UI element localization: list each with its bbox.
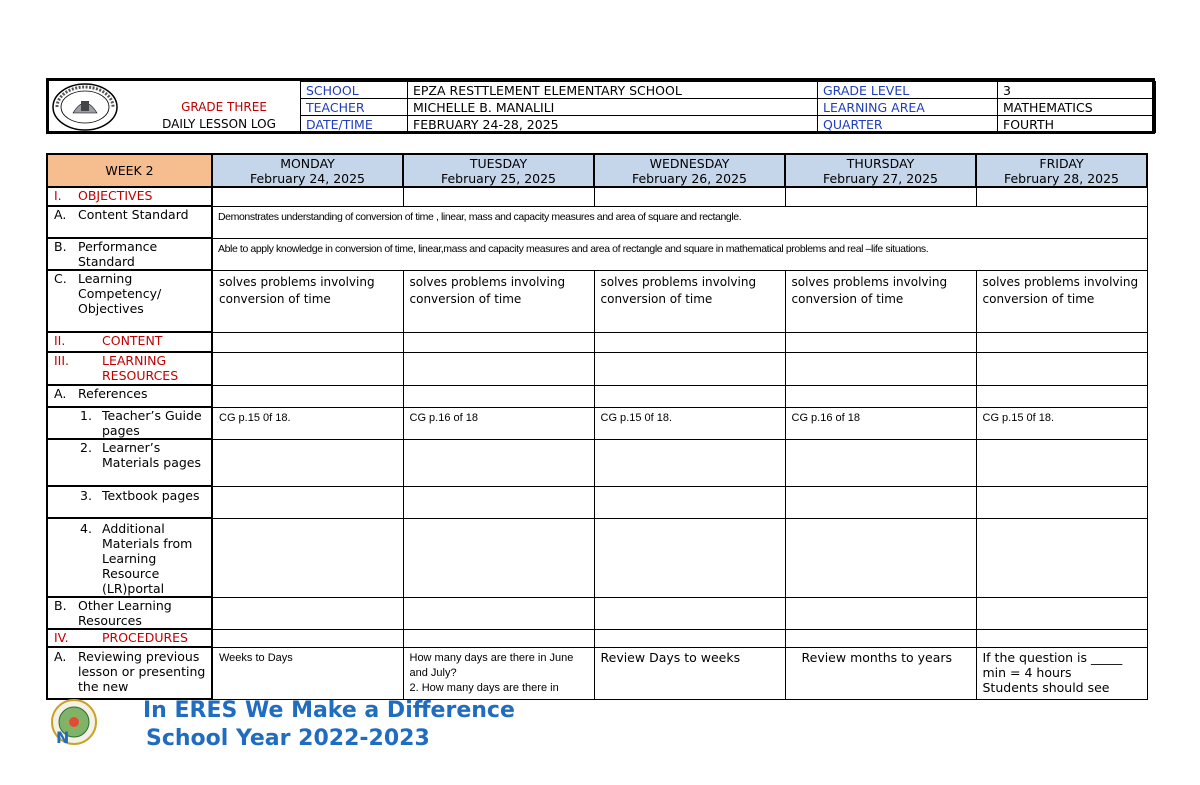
cell [212,597,403,629]
objectives-row [47,187,1147,206]
textbook-label [47,486,212,518]
item-letter: A. [54,649,67,664]
competency-tuesday [403,270,594,332]
cell [785,187,976,206]
cell [403,486,594,518]
procedures-row [47,629,1147,647]
competency-wednesday [594,270,785,332]
cell [212,486,403,518]
additional-materials-row [47,518,1147,597]
review-text-block [404,648,594,699]
logo-letter: N [56,728,70,747]
cell [594,597,785,629]
procedures-heading [47,629,212,647]
school-row [301,82,1156,99]
reviewing-monday [212,647,403,699]
cell [594,187,785,206]
guide-page-text: CG p.16 of 18 [791,411,860,424]
review-text-block [977,648,1147,697]
cell [976,486,1147,518]
competency-text: solves problems involving conversion of time [600,274,757,306]
standard-text: Demonstrates understanding of conversion of time , linear, mass and capacity measures and area of square and rectangle. [218,210,742,223]
cell [594,629,785,647]
review-text: Review months to years [801,649,953,665]
cell [594,385,785,407]
item-letter: B. [54,598,67,613]
teachers-guide-tuesday [403,407,594,439]
cell [976,187,1147,206]
cell [976,518,1147,597]
school-motto: In ERES We Make a Difference [143,698,515,723]
day-header-thursday [785,154,976,187]
cell [594,352,785,385]
teachers-guide-row [47,407,1147,439]
teachers-guide-thursday [785,407,976,439]
standard-text: Able to apply knowledge in conversion of time, linear,mass and capacity measures and area of rectangle and square in mathematical problems and real –life situations. [218,242,929,255]
day-name: TUESDAY [469,155,528,171]
cell [212,385,403,407]
day-header-tuesday [403,154,594,187]
cell [403,385,594,407]
cell [594,439,785,486]
grade-level-value: 3 [998,82,1156,99]
grade-level-label: GRADE LEVEL [818,82,998,99]
performance-standard-row [47,238,1147,270]
cell [212,187,403,206]
lesson-log-header [46,78,1155,134]
learning-competency-label [47,270,212,332]
item-number: 4. [80,521,92,536]
competency-text: solves problems involving conversion of time [791,274,948,306]
cell [976,385,1147,407]
day-date: February 28, 2025 [1003,170,1120,186]
competency-monday [212,270,403,332]
cell [976,597,1147,629]
learning-area-label: LEARNING AREA [818,99,998,116]
cell [785,597,976,629]
day-header-friday [976,154,1147,187]
section-title: CONTENT [102,333,163,348]
references-row [47,385,1147,407]
cell [403,439,594,486]
grade-title: GRADE THREE [181,100,267,114]
item-letter: A. [54,386,67,401]
reviewing-friday [976,647,1147,699]
cell [594,486,785,518]
daily-lesson-log-title: DAILY LESSON LOG [162,117,276,131]
textbook-row [47,486,1147,518]
cell [594,518,785,597]
quarter-value: FOURTH [998,116,1156,133]
other-resources-label [47,597,212,629]
guide-page-text: CG p.16 of 18 [409,411,478,424]
learning-area-value: MATHEMATICS [998,99,1156,116]
reviewing-label [47,647,212,699]
competency-text: solves problems involving conversion of time [219,274,375,306]
review-text: Review Days to weeks [600,649,741,665]
day-header-row [47,154,1147,187]
review-text: Weeks to Days [219,651,293,664]
content-standard-text [212,206,1147,238]
review-question: How many days are there in June and July? [409,651,574,679]
guide-page-text: CG p.15 0f 18. [219,411,291,424]
competency-text: solves problems involving conversion of time [982,274,1139,306]
item-number: 3. [80,488,92,503]
guide-page-text: CG p.15 0f 18. [982,411,1055,424]
item-label: Reviewing previous lesson or presenting the new [78,649,206,694]
cell [403,187,594,206]
competency-text: solves problems involving conversion of time [409,274,566,306]
cell [976,332,1147,352]
cell [976,439,1147,486]
reviewing-tuesday [403,647,594,699]
day-header-monday [212,154,403,187]
date-row [301,116,1156,133]
section-title: LEARNING RESOURCES [102,353,179,383]
day-header-wednesday [594,154,785,187]
review-line: min = 4 hours [982,664,1072,680]
cell [785,332,976,352]
item-letter: B. [54,239,67,254]
cell [785,518,976,597]
review-question: 2. How many days are there in [409,681,559,694]
content-row [47,332,1147,352]
cell [785,352,976,385]
section-title: PROCEDURES [102,630,188,645]
cell [212,439,403,486]
cell [403,597,594,629]
deped-seal-icon [51,83,119,131]
performance-standard-text [212,238,1147,270]
references-label [47,385,212,407]
content-standard-row [47,206,1147,238]
cell [212,629,403,647]
teachers-guide-label [47,407,212,439]
learning-resources-heading [47,352,212,385]
item-label: Teacher’s Guide pages [102,408,202,438]
competency-thursday [785,270,976,332]
cell [976,352,1147,385]
review-line: Students should see [982,679,1110,695]
item-label: References [78,386,148,401]
cell [403,352,594,385]
section-number: IV. [54,630,69,645]
teachers-guide-monday [212,407,403,439]
item-letter: C. [54,271,67,286]
competency-friday [976,270,1147,332]
objectives-heading [47,187,212,206]
learners-materials-label [47,439,212,486]
item-label: Other Learning Resources [78,598,172,628]
school-year: School Year 2022-2023 [146,726,430,751]
cell [785,439,976,486]
day-name: THURSDAY [846,155,915,171]
cell [403,518,594,597]
cell [594,332,785,352]
teachers-guide-friday [976,407,1147,439]
other-resources-row [47,597,1147,629]
teacher-label: TEACHER [301,99,408,116]
review-line: If the question is _____ [982,649,1123,665]
cell [785,385,976,407]
section-title: OBJECTIVES [78,188,153,203]
content-heading [47,332,212,352]
item-letter: A. [54,207,67,222]
day-date: February 27, 2025 [822,170,939,186]
day-date: February 25, 2025 [440,170,557,186]
item-label: Additional Materials from Learning Resource (LR)portal [102,521,193,596]
learners-materials-row [47,439,1147,486]
reviewing-wednesday [594,647,785,699]
teacher-row [301,99,1156,116]
cell [976,629,1147,647]
school-label: SCHOOL [301,82,408,99]
day-date: February 24, 2025 [249,170,366,186]
cell [212,518,403,597]
day-name: WEDNESDAY [649,155,730,171]
learning-resources-row [47,352,1147,385]
item-number: 1. [80,408,92,423]
item-number: 2. [80,440,92,455]
additional-materials-label [47,518,212,597]
cell [403,629,594,647]
guide-page-text: CG p.15 0f 18. [600,411,673,424]
reviewing-thursday [785,647,976,699]
content-standard-label [47,206,212,238]
item-label: Learning Competency/ Objectives [78,271,162,316]
reviewing-row [47,647,1147,699]
day-name: MONDAY [280,155,335,171]
cell [212,332,403,352]
day-date: February 26, 2025 [631,170,748,186]
item-label: Textbook pages [102,488,200,503]
section-number: I. [54,188,62,203]
cell [785,629,976,647]
cell [785,486,976,518]
cell [403,332,594,352]
day-name: FRIDAY [1039,155,1084,171]
date-time-value: FEBRUARY 24-28, 2025 [408,116,818,133]
teachers-guide-wednesday [594,407,785,439]
date-time-label: DATE/TIME [301,116,408,133]
quarter-label: QUARTER [818,116,998,133]
school-info-table [300,81,1156,133]
cell [212,352,403,385]
section-number: III. [54,353,70,368]
lesson-plan-grid [46,153,1148,700]
section-number: II. [54,333,66,348]
item-label: Learner’s Materials pages [102,440,201,470]
school-value: EPZA RESTTLEMENT ELEMENTARY SCHOOL [408,82,818,99]
week-label: WEEK 2 [47,154,212,187]
teacher-value: MICHELLE B. MANALILI [408,99,818,116]
item-label: Performance Standard [78,239,158,269]
item-label: Content Standard [78,207,189,222]
competency-row [47,270,1147,332]
performance-standard-label [47,238,212,270]
